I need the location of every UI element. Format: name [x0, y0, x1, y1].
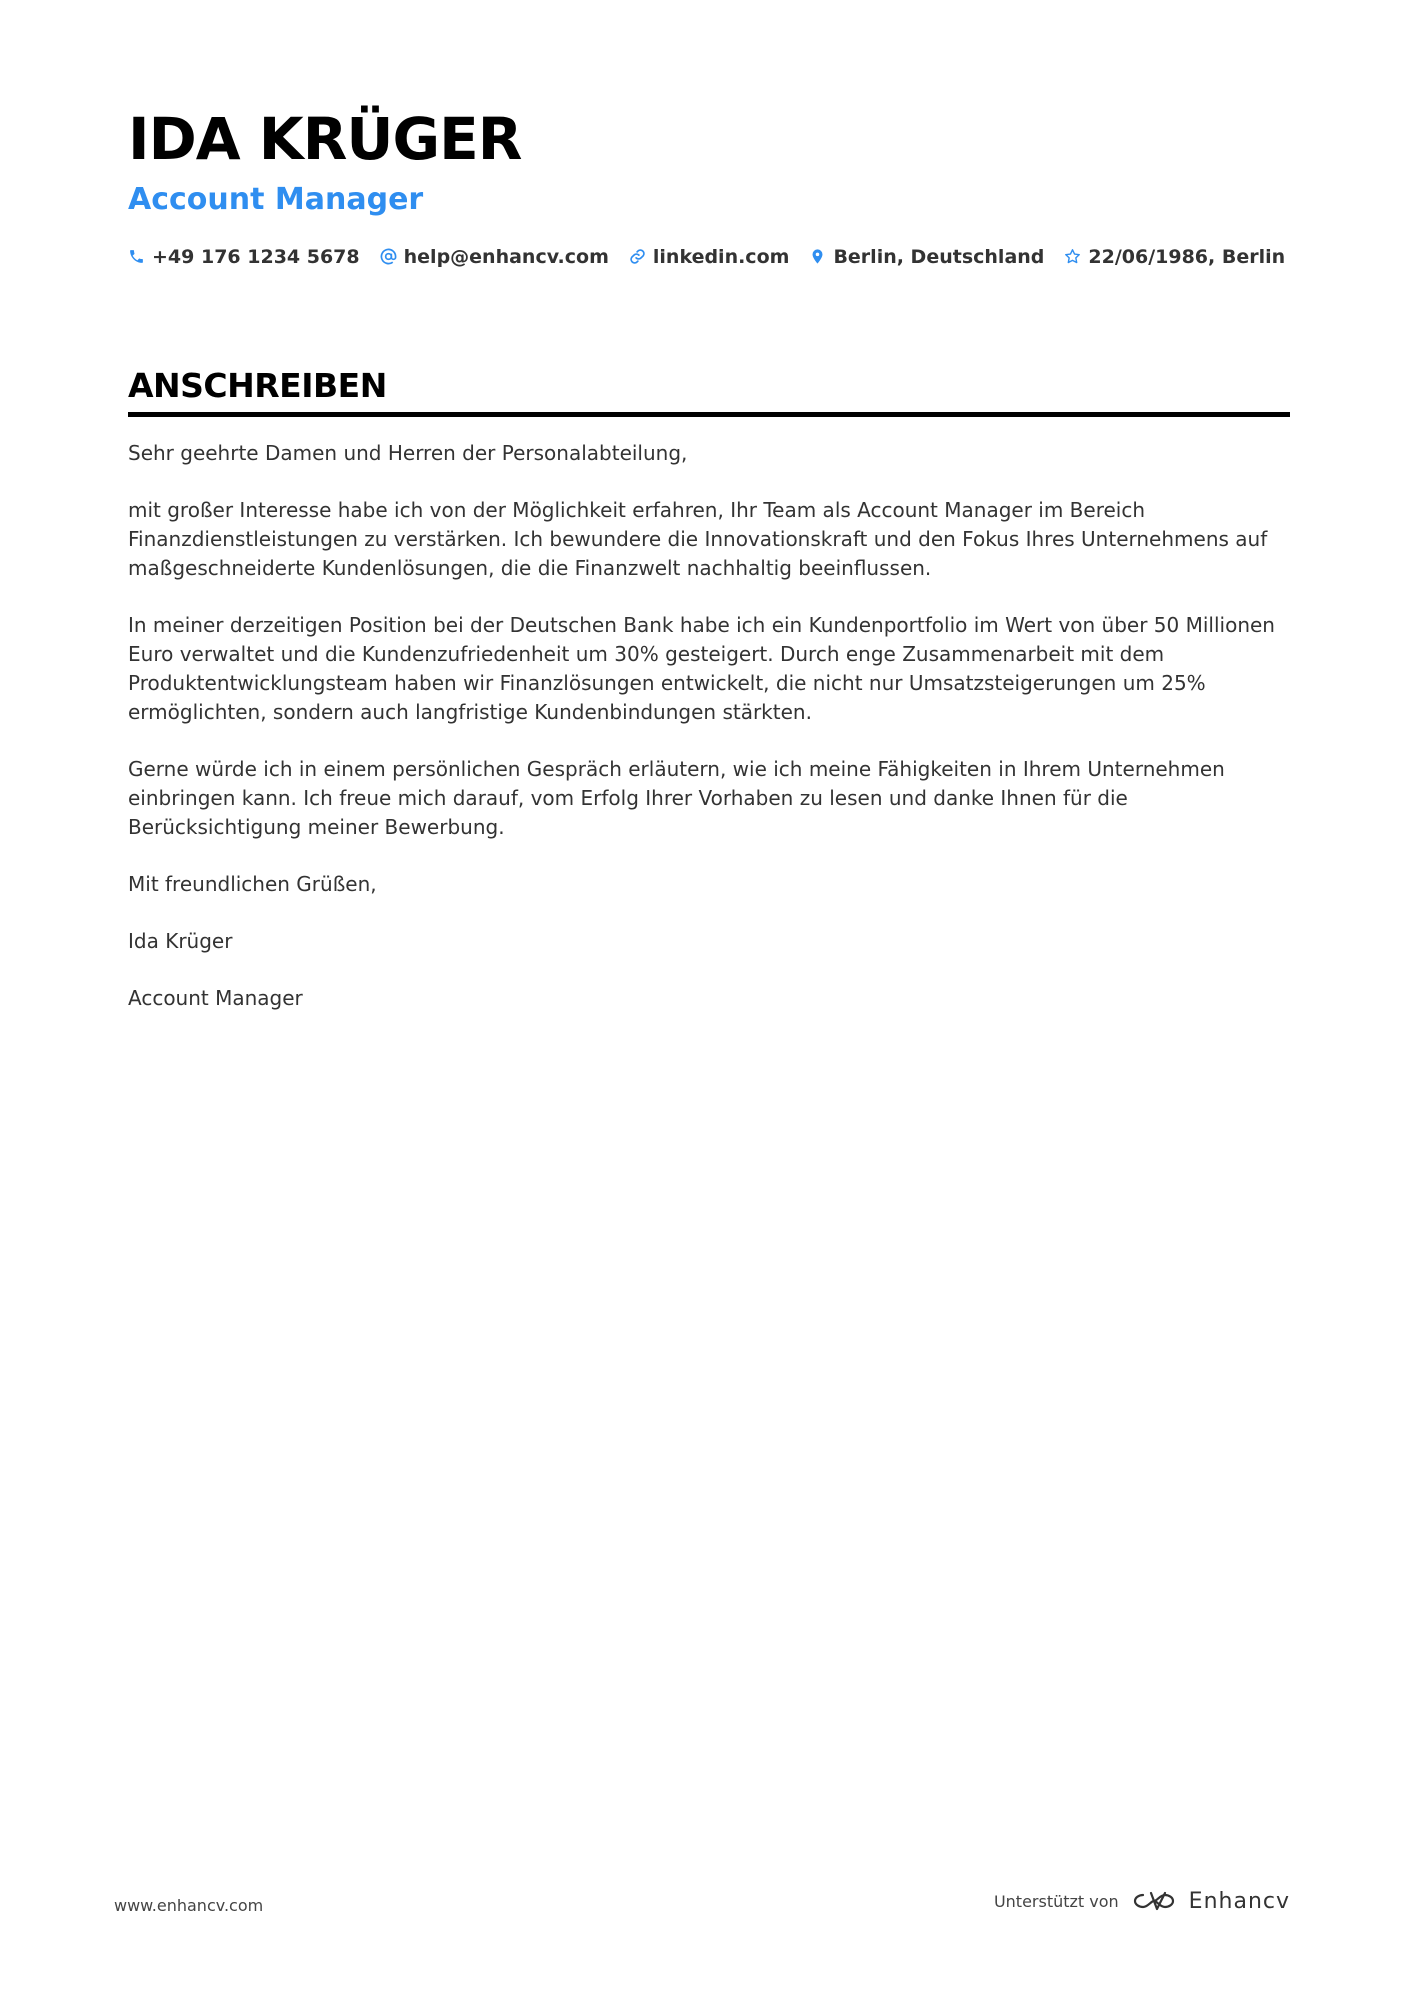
cover-letter-section	[128, 366, 1290, 1041]
linkedin-url: linkedin.com	[652, 245, 790, 268]
brand-name: Enhancv	[1188, 1888, 1290, 1914]
section-title: ANSCHREIBEN	[128, 366, 1290, 417]
contact-linkedin[interactable]	[629, 246, 790, 268]
letter-paragraph: mit großer Interesse habe ich von der Möglichkeit erfahren, Ihr Team als Account Manager im Bereich Finanzdienstleistungen zu verstärken. Ich bewundere die Innovationskraft und den Fokus Ihres Unternehmens auf maßgeschneiderte Kundenlösungen, die die Finanzwelt nachhaltig beeinflussen.	[128, 497, 1268, 580]
salutation: Sehr geehrte Damen und Herren der Personalabteilung,	[128, 440, 688, 465]
signature-title: Account Manager	[128, 985, 303, 1010]
contact-birth	[1064, 246, 1285, 268]
contact-phone[interactable]	[128, 246, 360, 268]
closing: Mit freundlichen Grüßen,	[128, 871, 377, 896]
resume-header	[128, 105, 1290, 268]
link-icon	[629, 248, 646, 265]
phone-number: +49 176 1234 5678	[152, 245, 360, 268]
enhancv-logo-icon	[1131, 1888, 1177, 1914]
letter-paragraph: Gerne würde ich in einem persönlichen Gespräch erläutern, wie ich meine Fähigkeiten in Ihrem Unternehmen einbringen kann. Ich freue mich darauf, vom Erfolg Ihrer Vorhaben zu lesen und danke Ihnen für die Berücksichtigung meiner Bewerbung.	[128, 756, 1225, 839]
contact-info	[128, 246, 1290, 268]
letter-body	[128, 439, 1290, 1013]
email-address: help@enhancv.com	[403, 245, 609, 268]
phone-icon	[128, 248, 145, 265]
footer-website[interactable]: www.enhancv.com	[114, 1896, 264, 1915]
candidate-name: IDA KRÜGER	[128, 105, 522, 173]
location-pin-icon	[809, 248, 826, 265]
signature-name: Ida Krüger	[128, 928, 233, 953]
location-text: Berlin, Deutschland	[833, 245, 1045, 268]
star-icon	[1064, 248, 1081, 265]
at-icon	[380, 248, 397, 265]
contact-email[interactable]	[380, 246, 609, 268]
job-title: Account Manager	[128, 181, 424, 217]
contact-location	[809, 246, 1044, 268]
letter-paragraph: In meiner derzeitigen Position bei der Deutschen Bank habe ich ein Kundenportfolio im Wert von über 50 Millionen Euro verwaltet und die Kundenzufriedenheit um 30% gesteigert. Durch enge Zusammenarbeit mit dem Produktentwicklungsteam haben wir Finanzlösungen entwickelt, die nicht nur Umsatzsteigerungen um 25% ermöglichten, sondern auch langfristige Kundenbindungen stärkten.	[128, 612, 1275, 724]
powered-by-label: Unterstützt von	[993, 1891, 1119, 1911]
footer-branding[interactable]	[994, 1888, 1290, 1914]
birth-date-text: 22/06/1986, Berlin	[1088, 245, 1286, 268]
